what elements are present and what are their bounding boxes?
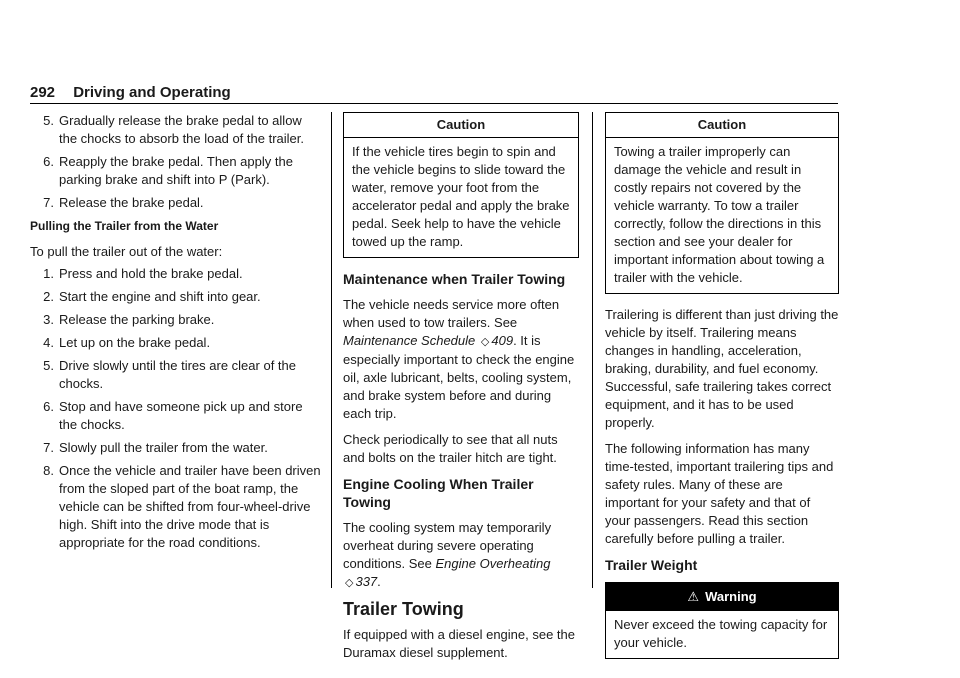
warning-triangle-icon: ⚠ (687, 589, 700, 604)
page-reference-icon: ◇ (480, 336, 490, 348)
paragraph: The cooling system may temporarily overheat during severe operating conditions. See Engine Overheating ◇ 337. (343, 520, 552, 589)
list-item: 3. Release the parking brake. (43, 312, 215, 327)
caution-text: Towing a trailer improperly can damage the vehicle and result in costly repairs not covered by the vehicle warranty. To tow a trailer correctly, follow the directions in this section and see your dealer for important information about towing a trailer with the vehicle. (614, 144, 825, 285)
column-divider (592, 112, 593, 588)
paragraph: Check periodically to see that all nuts and bolts on the trailer hitch are tight. (343, 432, 558, 465)
list-item: 5. Drive slowly until the tires are clear of the chocks. (43, 358, 296, 391)
list-item: 5. Gradually release the brake pedal to allow the chocks to absorb the load of the trailer. (43, 113, 304, 146)
section-heading: Trailer Weight (605, 557, 698, 573)
caution-title: Caution (606, 113, 838, 138)
subheading: Pulling the Trailer from the Water (30, 219, 219, 233)
column-divider (331, 112, 332, 588)
column-middle (343, 112, 579, 670)
page-reference[interactable]: 409 (491, 333, 514, 348)
paragraph: The following information has many time-tested, important trailering tips and safety rules. Many of these are important for your safety and that of your passengers. Read this section carefully before pulling a trailer. (605, 441, 834, 546)
page-header (30, 83, 838, 104)
cross-reference-link[interactable]: Engine Overheating (435, 556, 551, 571)
list-item: 6. Stop and have someone pick up and store the chocks. (43, 399, 303, 432)
caution-box (343, 112, 579, 258)
page-reference-icon: ◇ (345, 577, 354, 589)
page-number: 292 (30, 84, 56, 101)
page-reference[interactable]: 337 (355, 574, 378, 589)
paragraph: Trailering is different than just driving the vehicle by itself. Trailering means changes in handling, acceleration, braking, durability, and fuel economy. Successful, safe trailering takes correct equipment, and it has to be used properly. (605, 307, 839, 430)
list-item: 6. Reapply the brake pedal. Then apply the parking brake and shift into P (Park). (43, 154, 293, 187)
step-list (40, 265, 322, 552)
caution-text: If the vehicle tires begin to spin and the vehicle begins to slide toward the water, remove your foot from the accelerator pedal and apply the brake pedal. Seek help to have the vehicle towed up the ramp. (352, 144, 570, 249)
list-item: 4. Let up on the brake pedal. (43, 335, 211, 350)
column-right (605, 112, 839, 671)
list-item: 7. Release the brake pedal. (43, 195, 204, 210)
section-title: Driving and Operating (73, 84, 231, 101)
list-item: 2. Start the engine and shift into gear. (43, 289, 261, 304)
warning-title: ⚠ Warning (606, 583, 838, 611)
caution-title: Caution (344, 113, 578, 138)
paragraph: The vehicle needs service more often when used to tow trailers. See Maintenance Schedule ◇ 409. It is especially important to check the engine oil, axle lubricant, belts, cooling system, and brake system before and during each trip. (343, 297, 575, 421)
list-item: 7. Slowly pull the trailer from the water. (43, 440, 268, 455)
section-heading: Maintenance when Trailer Towing (343, 271, 566, 287)
paragraph: To pull the trailer out of the water: (30, 244, 223, 259)
warning-text: Never exceed the towing capacity for your vehicle. (614, 617, 828, 650)
step-list (40, 112, 322, 212)
cross-reference-link[interactable]: Maintenance Schedule (343, 333, 476, 348)
paragraph: If equipped with a diesel engine, see the Duramax diesel supplement. (343, 627, 576, 660)
column-left (30, 112, 322, 557)
list-item: 8. Once the vehicle and trailer have been driven from the sloped part of the boat ramp, the vehicle can be shifted from four-wheel-drive high. Shift into the drive mode that is appropriate for the road conditions. (43, 463, 321, 550)
section-heading: Engine Cooling When Trailer Towing (343, 476, 534, 510)
section-heading: Trailer Towing (343, 599, 464, 619)
list-item: 1. Press and hold the brake pedal. (43, 266, 243, 281)
caution-box (605, 112, 839, 294)
warning-box (605, 582, 839, 659)
